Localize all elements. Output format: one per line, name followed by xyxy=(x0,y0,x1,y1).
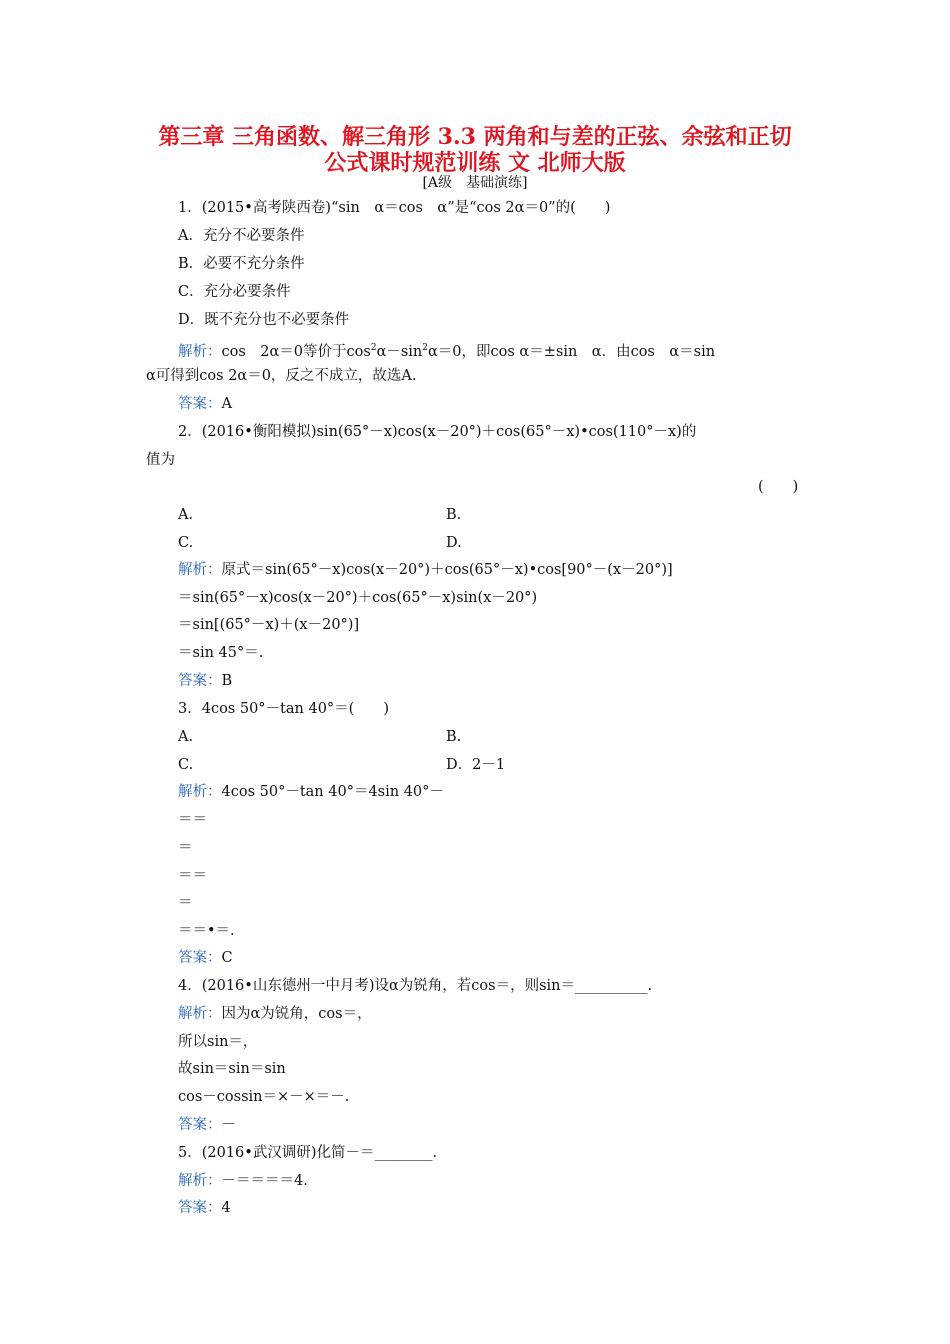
q4-answer: 答案：－ xyxy=(178,1117,236,1133)
section-label: [A级 基础演练] xyxy=(422,175,528,191)
q4-stem: 4．(2016•山东德州一中月考)设α为锐角，若cos＝，则sin＝__________. xyxy=(178,978,653,994)
q2-solution-line-4: ＝sin 45°＝. xyxy=(178,645,264,661)
solution-label: 解析： xyxy=(178,1173,222,1189)
q1-option-c: C．充分必要条件 xyxy=(178,284,291,300)
q2-option-b: B. xyxy=(446,507,462,523)
q2-option-a: A. xyxy=(178,507,194,523)
q3-solution-line-6: ＝＝•＝. xyxy=(178,923,235,939)
q1-option-d: D．既不充分也不必要条件 xyxy=(178,312,350,328)
q3-answer: 答案：C xyxy=(178,950,233,966)
answer-label: 答案： xyxy=(178,396,222,412)
q3-option-b: B. xyxy=(446,729,462,745)
q3-solution-line-5: ＝ xyxy=(178,895,193,911)
q3-stem: 3．4cos 50°－tan 40°＝( ) xyxy=(178,701,389,717)
q2-stem-line-2: 值为 xyxy=(146,452,175,468)
q2-answer: 答案：B xyxy=(178,673,233,689)
answer-label: 答案： xyxy=(178,1117,222,1133)
solution-label: 解析： xyxy=(178,562,222,578)
q4-solution-line-1: 解析：因为α为锐角，cos＝， xyxy=(178,1006,372,1022)
q2-option-c: C. xyxy=(178,535,194,551)
q3-option-c: C. xyxy=(178,757,194,773)
q1-option-a: A．充分不必要条件 xyxy=(178,228,305,244)
answer-label: 答案： xyxy=(178,673,222,689)
solution-label: 解析： xyxy=(178,343,222,360)
q3-option-d: D．2－1 xyxy=(446,757,506,773)
q3-solution-line-4: ＝＝ xyxy=(178,868,207,884)
q1-solution-line-2: α可得到cos 2α＝0，反之不成立，故选A. xyxy=(146,368,417,384)
q3-solution-line-3: ＝ xyxy=(178,840,193,856)
q3-solution-line-2: ＝＝ xyxy=(178,812,207,828)
q1-stem: 1．(2015•高考陕西卷)“sin α＝cos α”是“cos 2α＝0”的( ) xyxy=(178,200,611,216)
q1-option-b: B．必要不充分条件 xyxy=(178,256,305,272)
q5-answer: 答案：4 xyxy=(178,1200,231,1216)
q2-option-d: D. xyxy=(446,535,462,551)
solution-label: 解析： xyxy=(178,784,222,800)
q5-stem: 5．(2016•武汉调研)化简－＝________. xyxy=(178,1145,438,1161)
q2-solution-line-1: 解析：原式＝sin(65°－x)cos(x－20°)＋cos(65°－x)•cos[90°－(x－20°)] xyxy=(178,562,673,578)
answer-label: 答案： xyxy=(178,1200,222,1216)
q1-answer: 答案：A xyxy=(178,396,232,412)
q2-stem-line-1: 2．(2016•衡阳模拟)sin(65°－x)cos(x－20°)＋cos(65°－x)•cos(110°－x)的 xyxy=(178,424,697,440)
document-title-line-2: 公式课时规范训练 文 北师大版 xyxy=(324,150,626,176)
q2-solution-line-3: ＝sin[(65°－x)＋(x－20°)] xyxy=(178,617,360,633)
q4-solution-line-2: 所以sin＝， xyxy=(178,1034,258,1050)
solution-label: 解析： xyxy=(178,1006,222,1022)
answer-label: 答案： xyxy=(178,950,222,966)
q4-solution-line-4: cos－cossin＝×－×＝－. xyxy=(178,1089,350,1105)
q1-solution-line-1: 解析：cos 2α＝0等价于$\cos^2\alpha-\sin^2\alpha=0$，即cos α＝±sin α．由cos α＝sin xyxy=(178,343,716,360)
q5-solution: 解析：－＝＝＝＝4. xyxy=(178,1173,308,1189)
q3-option-a: A. xyxy=(178,729,194,745)
q2-answer-paren: ( ) xyxy=(758,479,799,495)
q4-solution-line-3: 故sin＝sin＝sin xyxy=(178,1061,286,1077)
q3-solution-line-1: 解析：4cos 50°－tan 40°＝4sin 40°－ xyxy=(178,784,444,800)
document-title-line-1: 第三章 三角函数、解三角形 3.3 两角和与差的正弦、余弦和正切 xyxy=(158,124,792,150)
q2-solution-line-2: ＝sin(65°－x)cos(x－20°)＋cos(65°－x)sin(x－20°) xyxy=(178,590,538,606)
